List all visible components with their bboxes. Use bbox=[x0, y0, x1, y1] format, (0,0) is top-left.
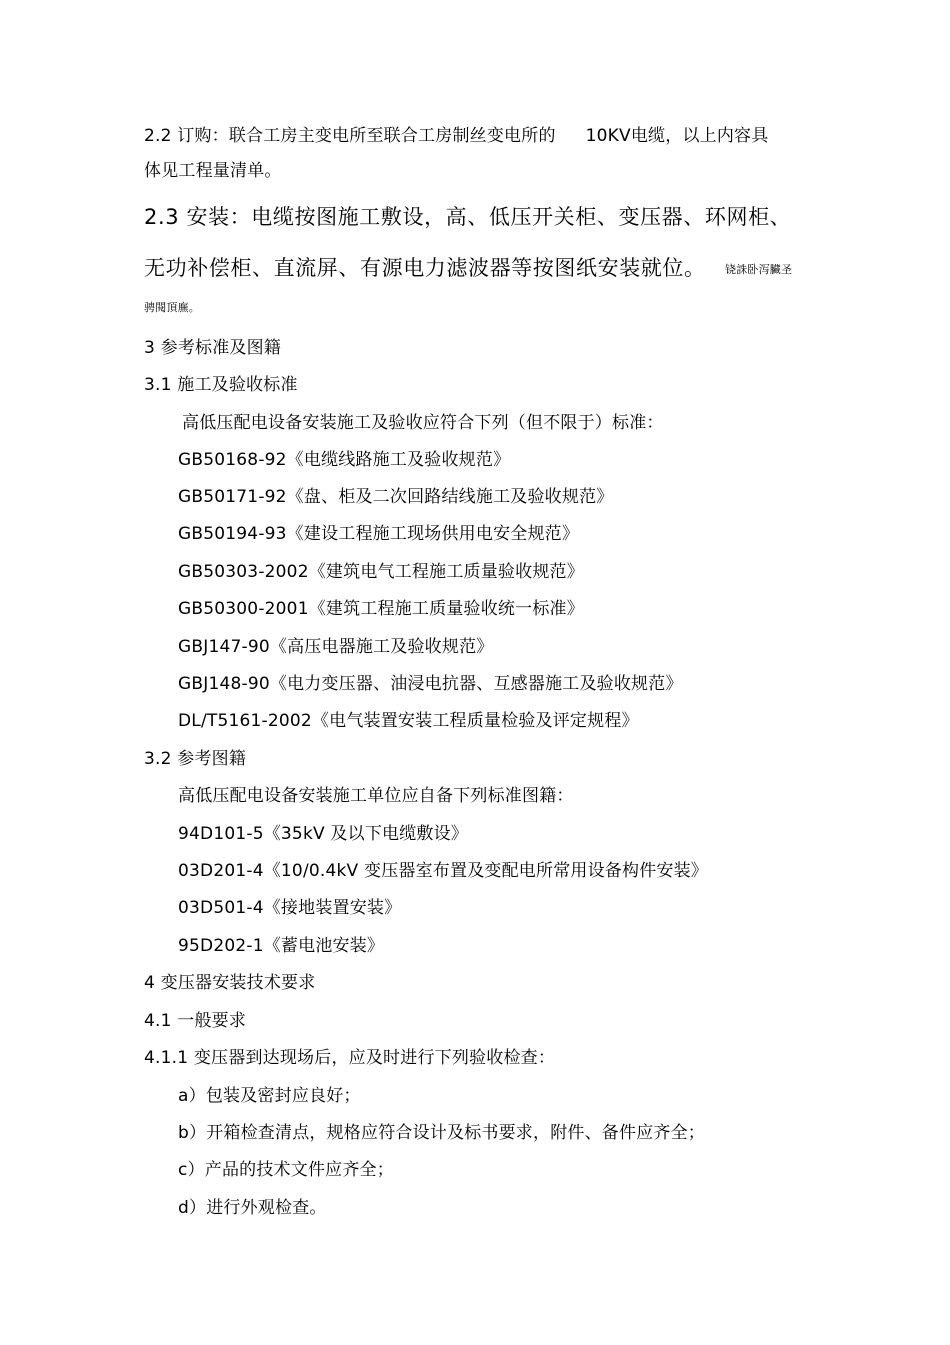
standard-item: GB50171-92《盘、柜及二次回路结线施工及验收规范》 bbox=[178, 487, 614, 507]
standard-item: DL/T5161-2002《电气装置安装工程质量检验及评定规程》 bbox=[178, 711, 639, 731]
check-item: b）开箱检查清点，规格应符合设计及标书要求，附件、备件应齐全； bbox=[178, 1123, 705, 1143]
atlas-item: 95D202-1《蓄电池安装》 bbox=[178, 936, 385, 956]
section-3-2-heading: 3.2 参考图籍 bbox=[144, 749, 247, 769]
standard-item: GB50168-92《电缆线路施工及验收规范》 bbox=[178, 450, 511, 470]
standard-item: GB50300-2001《建筑工程施工质量验收统一标准》 bbox=[178, 599, 584, 619]
check-item: c）产品的技术文件应齐全； bbox=[178, 1160, 394, 1180]
paragraph-2-2-line-2: 体见工程量清单。 bbox=[144, 161, 282, 181]
paragraph-2-3-line-1: 2.3 安装：电缆按图施工敷设，高、低压开关柜、变压器、环网柜、 bbox=[144, 205, 792, 229]
section-3-heading: 3 参考标准及图籍 bbox=[144, 338, 282, 358]
section-4-heading: 4 变压器安装技术要求 bbox=[144, 973, 316, 993]
paragraph-2-2-text-b: 10KV电缆，以上内容具 bbox=[585, 126, 769, 146]
section-3-2-intro: 高低压配电设备安装施工单位应自备下列标准图籍： bbox=[178, 786, 574, 806]
paragraph-2-3-line-2: 无功补偿柜、直流屏、有源电力滤波器等按图纸安装就位。 bbox=[144, 256, 706, 280]
check-item: d）进行外观检查。 bbox=[178, 1198, 327, 1218]
atlas-item: 03D501-4《接地装置安装》 bbox=[178, 898, 402, 918]
section-3-1-intro: 高低压配电设备安装施工及验收应符合下列（但不限于）标准： bbox=[182, 413, 664, 433]
standard-item: GB50194-93《建设工程施工现场供用电安全规范》 bbox=[178, 524, 580, 544]
section-4-1-heading: 4.1 一般要求 bbox=[144, 1011, 247, 1031]
garbled-text-2: 骋閱頂廡。 bbox=[144, 301, 200, 314]
standard-item: GBJ148-90《电力变压器、油浸电抗器、互感器施工及验收规范》 bbox=[178, 674, 683, 694]
paragraph-2-2-line-1 bbox=[144, 125, 768, 147]
paragraph-2-2-text-a: 2.2 订购：联合工房主变电所至联合工房制丝变电所的 bbox=[144, 126, 556, 146]
standard-item: GBJ147-90《高压电器施工及验收规范》 bbox=[178, 637, 494, 657]
standard-item: GB50303-2002《建筑电气工程施工质量验收规范》 bbox=[178, 562, 584, 582]
check-item: a）包装及密封应良好； bbox=[178, 1086, 361, 1106]
atlas-item: 03D201-4《10/0.4kV 变压器室布置及变配电所常用设备构件安装》 bbox=[178, 861, 708, 881]
section-4-1-1-heading: 4.1.1 变压器到达现场后，应及时进行下列验收检查： bbox=[144, 1048, 556, 1068]
section-3-1-heading: 3.1 施工及验收标准 bbox=[144, 375, 298, 395]
garbled-text-1: 铙誅卧泻臟圣 bbox=[725, 263, 793, 276]
atlas-item: 94D101-5《35kV 及以下电缆敷设》 bbox=[178, 824, 469, 844]
